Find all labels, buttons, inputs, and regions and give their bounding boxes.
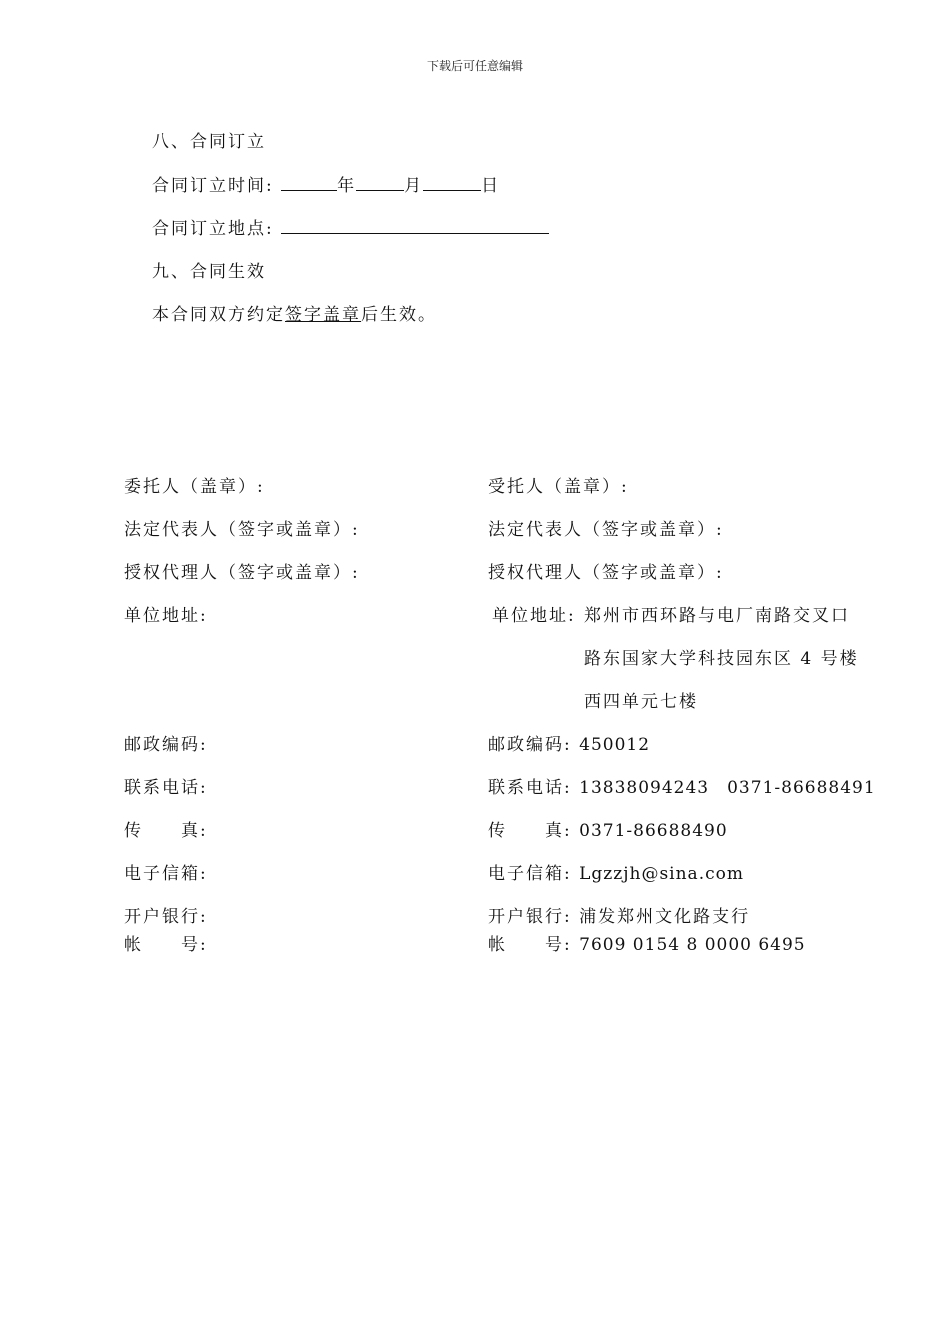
trustee-account-value: 7609 0154 8 0000 6495 <box>579 935 806 955</box>
contract-place-label: 合同订立地点: <box>152 219 274 239</box>
trustee-address-line-3: 西四单元七楼 <box>584 692 698 712</box>
day-blank[interactable] <box>423 174 481 191</box>
effective-text-underlined: 签字盖章 <box>285 305 361 325</box>
section-9-title: 九、合同生效 <box>152 262 266 282</box>
trustee-seal-label: 受托人（盖章）: <box>488 477 629 497</box>
trustee-address-line-2: 路东国家大学科技园东区 4 号楼 <box>584 649 859 669</box>
client-address-label: 单位地址: <box>124 606 208 626</box>
contract-place-row <box>152 217 549 240</box>
client-postcode-label: 邮政编码: <box>124 735 208 755</box>
effective-text-after: 后生效。 <box>361 305 437 325</box>
client-phone-label: 联系电话: <box>124 778 208 798</box>
trustee-fax-row <box>488 820 728 842</box>
trustee-account-label: 帐 号: <box>488 935 572 955</box>
trustee-phone-row <box>488 777 876 799</box>
trustee-bank-value: 浦发郑州文化路支行 <box>579 907 751 927</box>
trustee-email-row <box>488 863 744 885</box>
client-fax-label: 传 真: <box>124 821 208 841</box>
trustee-address-line-1: 郑州市西环路与电厂南路交叉口 <box>584 606 850 626</box>
trustee-account-row <box>488 934 806 956</box>
trustee-agent-label: 授权代理人（签字或盖章）: <box>488 563 724 583</box>
trustee-phone-label: 联系电话: <box>488 778 572 798</box>
effective-clause <box>152 304 437 326</box>
trustee-address-row <box>492 605 576 627</box>
trustee-bank-label: 开户银行: <box>488 907 572 927</box>
trustee-email-label: 电子信箱: <box>488 864 572 884</box>
client-account-label: 帐 号: <box>124 935 208 955</box>
section-8-title: 八、合同订立 <box>152 132 266 152</box>
effective-text-before: 本合同双方约定 <box>152 305 285 325</box>
month-label: 月 <box>404 176 424 196</box>
trustee-postcode-row <box>488 734 650 756</box>
month-blank[interactable] <box>356 174 404 191</box>
contract-time-label: 合同订立时间: <box>152 176 274 196</box>
day-label: 日 <box>481 176 501 196</box>
trustee-fax-label: 传 真: <box>488 821 572 841</box>
client-legal-rep-label: 法定代表人（签字或盖章）: <box>124 520 360 540</box>
trustee-email-value: Lgzzjh@sina.com <box>579 864 744 884</box>
trustee-fax-value: 0371-86688490 <box>579 821 728 841</box>
trustee-phone-value: 13838094243 0371-86688491 <box>579 778 876 798</box>
page-header: 下载后可任意编辑 <box>426 59 523 73</box>
client-email-label: 电子信箱: <box>124 864 208 884</box>
client-seal-label: 委托人（盖章）: <box>124 477 265 497</box>
trustee-postcode-label: 邮政编码: <box>488 735 572 755</box>
year-label: 年 <box>337 176 357 196</box>
trustee-legal-rep-label: 法定代表人（签字或盖章）: <box>488 520 724 540</box>
trustee-bank-row <box>488 906 750 928</box>
trustee-address-label: 单位地址: <box>492 606 576 626</box>
place-blank[interactable] <box>281 217 549 234</box>
trustee-postcode-value: 450012 <box>579 735 651 755</box>
client-agent-label: 授权代理人（签字或盖章）: <box>124 563 360 583</box>
contract-time-row <box>152 174 500 197</box>
client-bank-label: 开户银行: <box>124 907 208 927</box>
year-blank[interactable] <box>281 174 337 191</box>
